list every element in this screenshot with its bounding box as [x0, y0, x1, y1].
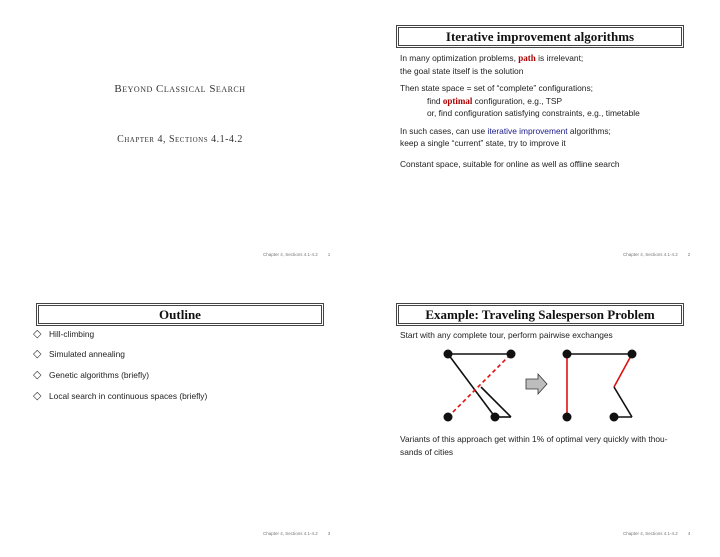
slide-3-footer: [263, 531, 330, 536]
city-node: [444, 350, 453, 359]
keyword-optimal: optimal: [442, 95, 473, 106]
slide-2-footer: [623, 252, 690, 257]
footer-label: Chapter 4, Sections 4.1-4.2: [623, 531, 678, 536]
edge-left-up-right: [481, 387, 511, 417]
footer-label: Chapter 4, Sections 4.1-4.2: [623, 252, 678, 257]
edge-right-black-up: [614, 387, 632, 417]
paragraph-4: Constant space, suitable for online as well as offline search: [400, 158, 620, 169]
diamond-bullet-icon: ◇: [33, 369, 42, 381]
outline-item-label: Hill-climbing: [49, 329, 95, 339]
paragraph-2: Then state space = set of “complete” configurations; find optimal configuration, e.g., TSP or, find configuration satisfying constraints, e.g., timetable: [400, 83, 640, 118]
city-node: [563, 350, 572, 359]
slide-4-title: Example: Traveling Salesperson Problem: [398, 305, 682, 324]
page-number: 1: [327, 252, 331, 257]
outline-item-label: Genetic algorithms (briefly): [49, 370, 150, 380]
slide-4: [360, 279, 720, 557]
diamond-bullet-icon: ◇: [33, 390, 42, 402]
slide-4-footer: [623, 531, 690, 536]
city-node: [491, 413, 500, 422]
city-node: [563, 413, 572, 422]
city-node: [444, 413, 453, 422]
page-number: 2: [687, 252, 691, 257]
diamond-bullet-icon: ◇: [33, 328, 42, 340]
slide-3-title: Outline: [38, 305, 322, 324]
city-node: [628, 350, 637, 359]
transform-arrow-icon: [526, 374, 547, 394]
page-number: 3: [327, 531, 331, 536]
slide-1-subtitle: Chapter 4, Sections 4.1-4.2: [117, 134, 243, 145]
edge-left-black-diag: [448, 354, 495, 417]
slide-1-title: Beyond Classical Search: [114, 83, 246, 95]
slide-4-outro: Variants of this approach get within 1% of optimal very quickly with thou- sands of cities: [400, 434, 668, 457]
diamond-bullet-icon: ◇: [33, 348, 42, 360]
paragraph-1: In many optimization problems, path is irrelevant; the goal state itself is the solution: [400, 53, 584, 76]
keyword-iterative-improvement: iterative improvement: [487, 125, 568, 136]
slide-2: [360, 0, 720, 278]
page-number: 4: [687, 531, 691, 536]
slide-2-title: Iterative improvement algorithms: [398, 27, 682, 46]
edge-right-red-diag: [614, 354, 632, 387]
outline-item-label: Simulated annealing: [49, 349, 125, 359]
slide-4-intro: Start with any complete tour, perform pairwise exchanges: [400, 330, 613, 340]
outline-item: [33, 328, 94, 340]
outline-item: [33, 348, 125, 360]
tsp-diagram: [360, 347, 720, 447]
city-node: [610, 413, 619, 422]
slide-3: [0, 279, 360, 557]
paragraph-3: In such cases, can use iterative improvement algorithms; keep a single “current” state, try to improve it: [400, 125, 611, 148]
footer-label: Chapter 4, Sections 4.1-4.2: [263, 252, 318, 257]
outline-item: [33, 369, 149, 381]
outline-item: [33, 390, 207, 402]
slide-2-body: [400, 52, 710, 170]
outline-item-label: Local search in continuous spaces (briefly): [49, 391, 208, 401]
slide-1-footer: [263, 252, 330, 257]
footer-label: Chapter 4, Sections 4.1-4.2: [263, 531, 318, 536]
keyword-path: path: [518, 53, 536, 63]
city-node: [507, 350, 516, 359]
slide-1: [0, 0, 360, 278]
